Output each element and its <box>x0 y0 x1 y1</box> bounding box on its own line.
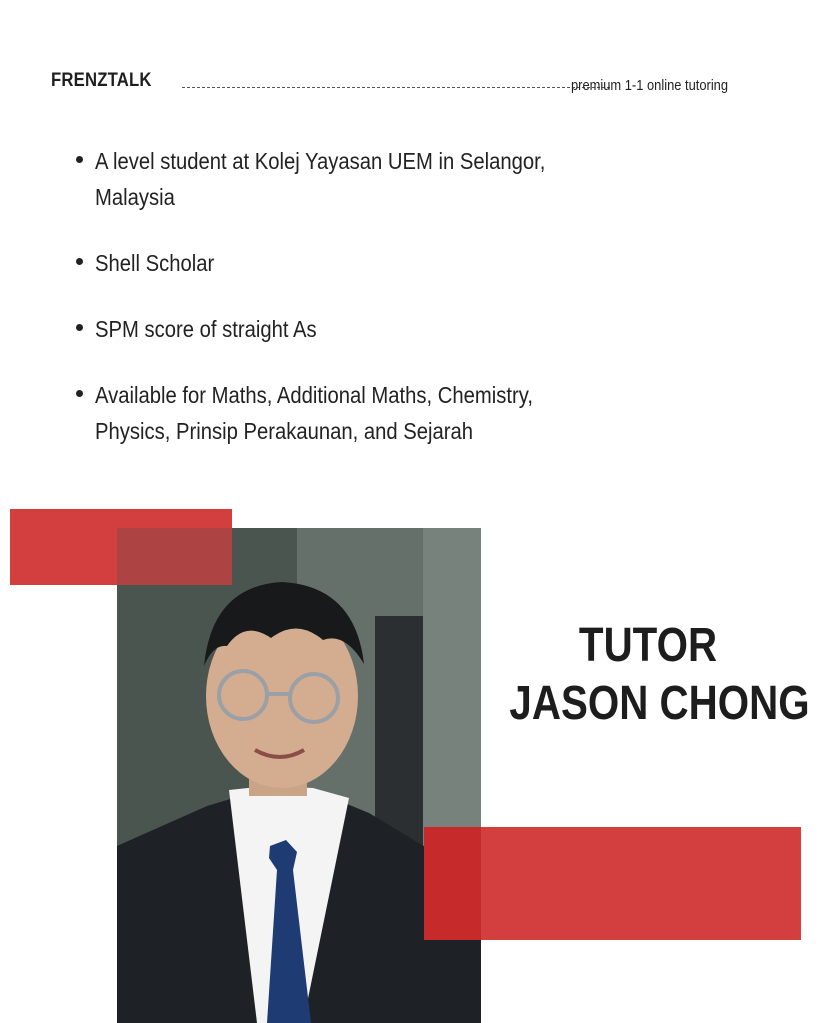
brand-tagline: premium 1-1 online tutoring <box>571 77 729 94</box>
page-header <box>51 70 761 98</box>
bullet-icon <box>76 390 83 397</box>
highlight-item-education <box>72 143 632 215</box>
tutor-name-block <box>483 617 813 733</box>
bullet-icon <box>76 156 83 163</box>
highlight-text: A level student at Kolej Yayasan UEM in Selangor, <box>95 148 546 174</box>
decorative-red-overlap <box>424 827 481 940</box>
tutor-photo <box>117 528 481 1023</box>
highlight-item-subjects <box>72 377 632 449</box>
header-dashed-rule <box>182 87 610 88</box>
tutor-portrait-illustration <box>117 528 481 1023</box>
highlight-text-continued: Malaysia <box>95 184 175 210</box>
highlight-text-continued: Physics, Prinsip Perakaunan, and Sejarah <box>95 418 474 444</box>
highlight-text: Available for Maths, Additional Maths, Chemistry, <box>95 382 533 408</box>
tutor-highlights-list <box>72 143 632 479</box>
tutor-name: JASON CHONG <box>509 677 810 730</box>
bullet-icon <box>76 324 83 331</box>
highlight-text: Shell Scholar <box>95 250 215 276</box>
highlight-item-spm-score <box>72 311 632 347</box>
highlight-item-scholarship <box>72 245 632 281</box>
brand-name: FRENZTALK <box>51 70 152 91</box>
bullet-icon <box>76 258 83 265</box>
decorative-red-overlay <box>117 528 232 585</box>
highlight-text: SPM score of straight As <box>95 316 317 342</box>
tutor-title: TUTOR <box>578 619 718 672</box>
